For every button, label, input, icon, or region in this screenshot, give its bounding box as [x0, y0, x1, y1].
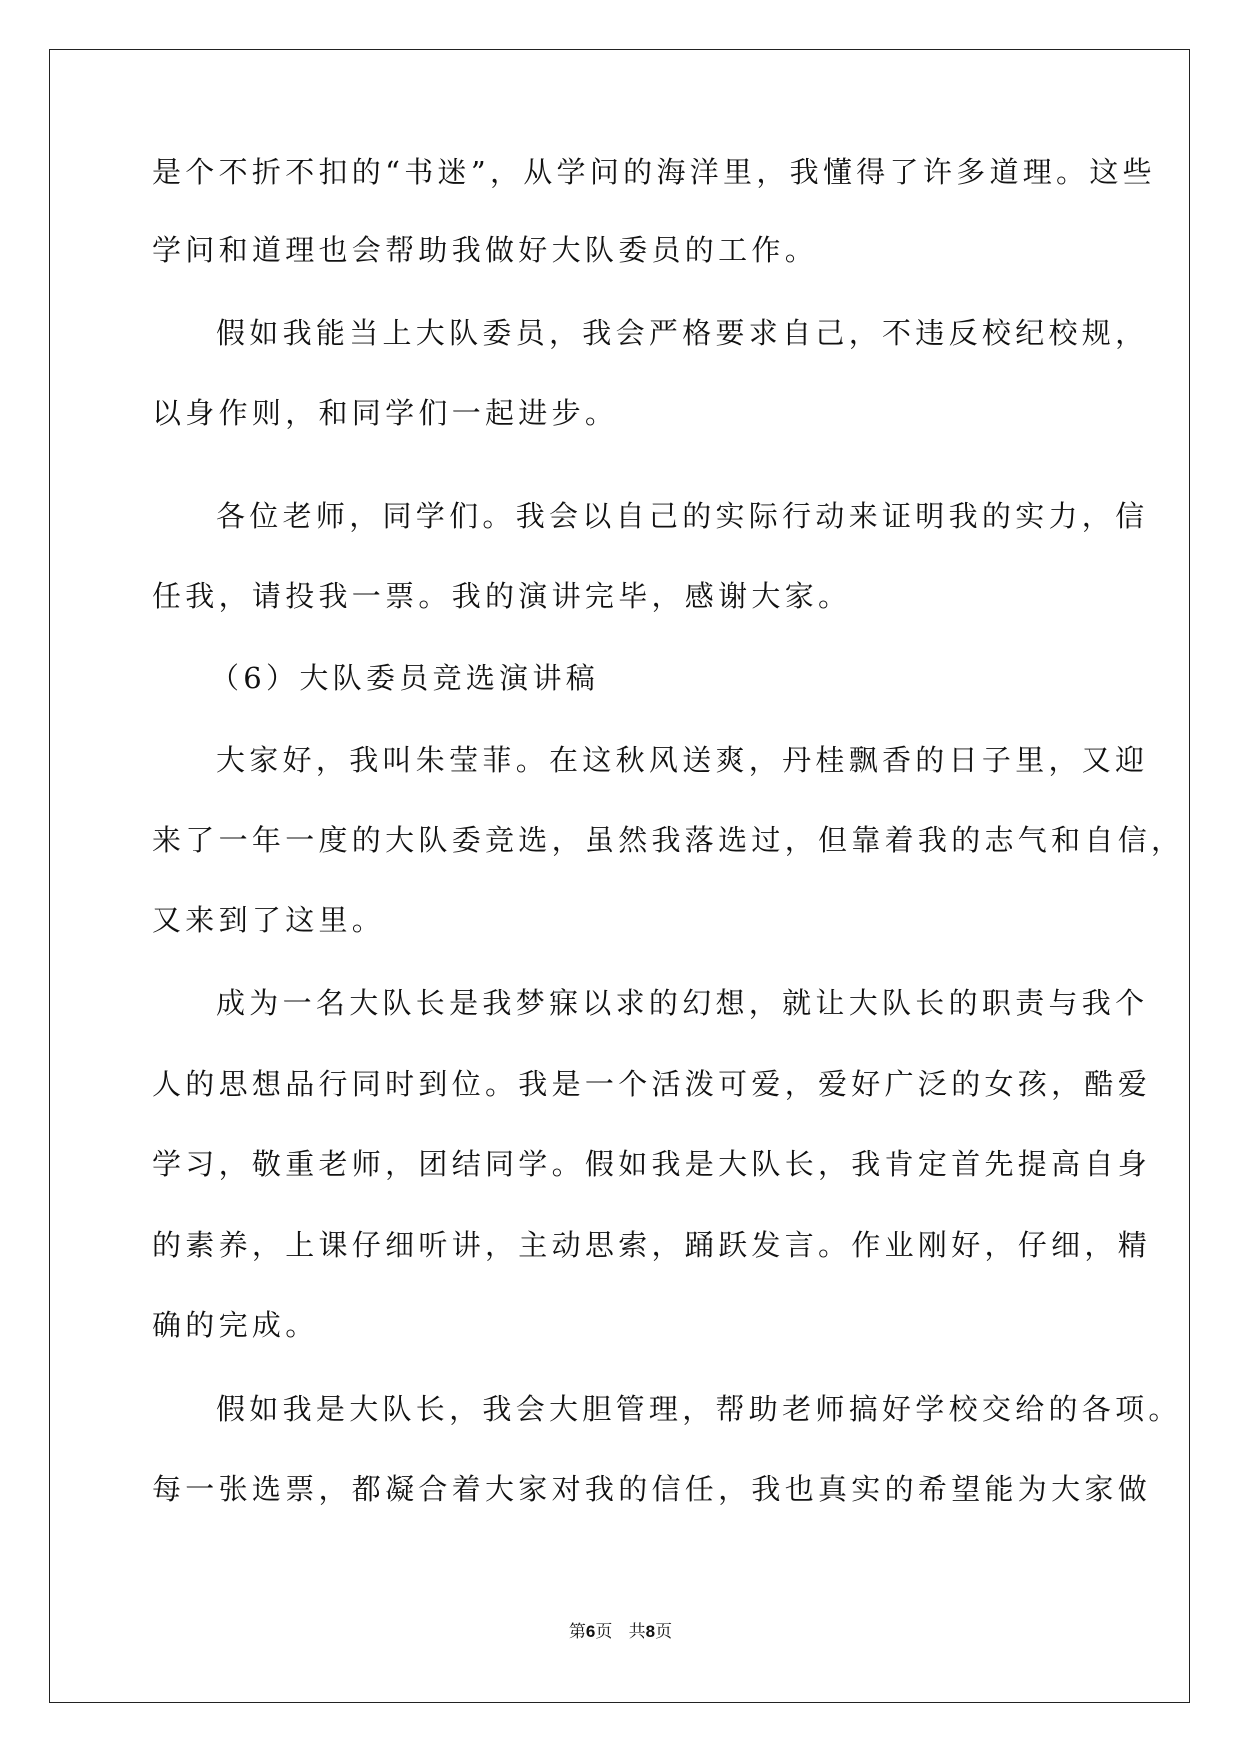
text-line: 成为一名大队长是我梦寐以求的幻想，就让大队长的职责与我个 — [216, 986, 1149, 1020]
text-line: 来了一年一度的大队委竞选，虽然我落选过，但靠着我的志气和自信， — [152, 823, 1185, 857]
page-number: 6 — [585, 1622, 596, 1641]
text-line: 确的完成。 — [152, 1308, 319, 1342]
page-prefix: 第 — [568, 1622, 586, 1642]
text-line: 是个不折不扣的“书迷”，从学问的海洋里，我懂得了许多道理。这些 — [152, 155, 1156, 189]
text-line: 每一张选票，都凝合着大家对我的信任，我也真实的希望能为大家做 — [152, 1472, 1152, 1506]
text-line: 各位老师，同学们。我会以自己的实际行动来证明我的实力，信 — [216, 499, 1149, 533]
page-suffix: 页 — [595, 1622, 613, 1642]
text-line: 任我，请投我一票。我的演讲完毕，感谢大家。 — [152, 579, 852, 613]
text-line: 的素养，上课仔细听讲，主动思索，踊跃发言。作业刚好，仔细，精 — [152, 1228, 1152, 1262]
page-footer — [0, 1617, 1241, 1642]
text-line: 大家好，我叫朱莹菲。在这秋风送爽，丹桂飘香的日子里，又迎 — [216, 743, 1149, 777]
text-line: 学问和道理也会帮助我做好大队委员的工作。 — [152, 233, 819, 267]
text-line: 以身作则，和同学们一起进步。 — [152, 396, 619, 430]
page-border — [49, 49, 1190, 1703]
total-suffix: 页 — [655, 1622, 673, 1642]
total-prefix: 共 — [628, 1622, 646, 1642]
section-heading: （6）大队委员竞选演讲稿 — [210, 661, 600, 695]
total-pages: 8 — [645, 1622, 656, 1641]
text-line: 又来到了这里。 — [152, 903, 386, 937]
text-line: 学习，敬重老师，团结同学。假如我是大队长，我肯定首先提高自身 — [152, 1147, 1152, 1181]
text-line: 人的思想品行同时到位。我是一个活泼可爱，爱好广泛的女孩，酷爱 — [152, 1067, 1152, 1101]
text-line: 假如我是大队长，我会大胆管理，帮助老师搞好学校交给的各项。 — [216, 1392, 1182, 1426]
text-line: 假如我能当上大队委员，我会严格要求自己，不违反校纪校规， — [216, 316, 1149, 350]
